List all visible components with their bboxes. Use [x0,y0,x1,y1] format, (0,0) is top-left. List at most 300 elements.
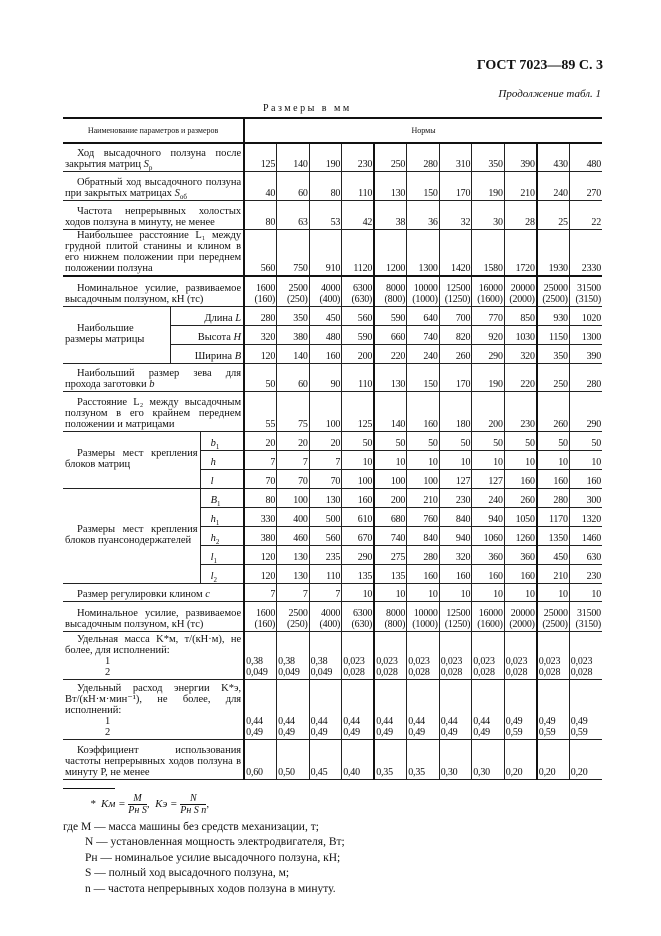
value-cell: 70 [244,469,277,488]
value-cell: 270 [569,171,602,200]
value-cell: 75 [277,391,310,431]
value-cell: 230 [439,488,472,507]
value-cell: 8000 (800) [374,276,407,306]
label-text: Наибольшее расстояние L₁ между грудной плитой станины и клином в его нижнем положении при переднем положении ползуна [65,230,242,274]
value-cell: 1060 [472,526,505,545]
value-cell: 25000 (2500) [537,276,570,306]
value-cell: 450 [537,545,570,564]
value-cell: 260 [537,391,570,431]
value-cell: 840 [439,507,472,526]
value-cell: 1600 (160) [244,276,277,306]
value-cell: 220 [504,363,537,391]
value-cell: 160 [407,564,440,583]
value-cell: 1720 [504,229,537,276]
label-text: Размер регулировки клином [77,588,203,600]
value-cell: 53 [309,200,342,229]
parameter-label [63,229,244,276]
value-cell: 10 [342,450,375,469]
value-cell: 10 [407,450,440,469]
document-id: ГОСТ 7023—89 С. 3 [476,58,603,73]
value-cell: 0,20 [569,739,602,779]
value-cell: 2500 (250) [277,276,310,306]
label-text: Удельный расход энергии K*э, Вт/(кН·м·мин⁻¹), не более, для исполнений: [65,682,242,716]
value-cell: 210 [537,564,570,583]
table-row [63,276,602,306]
value-cell: 590 [374,306,407,325]
value-cell: 22 [569,200,602,229]
symbol: l [210,570,214,582]
value-cell: 1120 [342,229,375,276]
value-cell: 680 [374,507,407,526]
denominator: Pн S [128,804,147,816]
sub-parameter-label [200,488,244,507]
value-cell: 320 [244,325,277,344]
group-label [63,431,200,488]
value-cell: 6300 (630) [342,601,375,631]
value-cell: 100 [277,488,310,507]
value-cell: 10 [374,583,407,601]
value-cell: 230 [504,391,537,431]
parameter-label [63,143,244,171]
parameter-label [63,276,244,306]
value-cell: 8000 (800) [374,601,407,631]
value-cell: 1600 (160) [244,601,277,631]
value-cell: 150 [407,171,440,200]
value-cell: 200 [472,391,505,431]
value-cell: 210 [407,488,440,507]
value-cell: 130 [277,545,310,564]
value-cell: 0,023 0,028 [537,631,570,679]
value-cell: 0,023 0,028 [472,631,505,679]
table-row [63,391,602,431]
value-cell: 850 [504,306,537,325]
parameters-table [63,117,602,780]
value-cell: 130 [374,171,407,200]
value-cell: 20000 (2000) [504,601,537,631]
value-cell: 0,35 [407,739,440,779]
value-cell: 260 [439,344,472,363]
value-cell: 0,40 [342,739,375,779]
symbol-subscript: р [148,163,153,171]
value-cell: 250 [374,143,407,171]
value-cell: 630 [569,545,602,564]
legend-line: N — установленная мощность электродвигателя, Вт; [85,836,345,848]
value-cell: 0,20 [537,739,570,779]
footnote-star: * [90,797,96,810]
value-cell: 0,35 [374,739,407,779]
value-cell: 40 [244,171,277,200]
value-cell: 50 [244,363,277,391]
value-cell: 160 [472,564,505,583]
formula-k-m: Kм = [101,797,126,810]
value-cell: 120 [244,344,277,363]
value-cell: 1050 [504,507,537,526]
sub-label: Ширина [194,350,233,362]
value-cell: 0,023 0,028 [439,631,472,679]
value-cell: 12500 (1250) [439,601,472,631]
value-cell: 460 [277,526,310,545]
value-cell: 390 [569,344,602,363]
numerator: M [133,792,142,804]
value-cell: 0,45 [309,739,342,779]
value-cell: 280 [537,488,570,507]
value-cell: 10 [407,583,440,601]
formula-k-e: Kэ = [155,797,178,810]
value-cell: 240 [472,488,505,507]
value-cell: 50 [407,431,440,450]
value-cell: 6300 (630) [342,276,375,306]
symbol-subscript: 2 [215,537,220,545]
value-cell: 130 [374,363,407,391]
value-cell: 42 [342,200,375,229]
symbol: H [233,331,242,343]
value-cell: 31500 (3150) [569,601,602,631]
value-cell: 350 [472,143,505,171]
value-cell: 320 [439,545,472,564]
parameter-label [63,200,244,229]
symbol: l [210,475,214,487]
value-cell: 750 [277,229,310,276]
value-cell: 50 [569,431,602,450]
value-cell: 36 [407,200,440,229]
value-cell: 170 [439,171,472,200]
value-cell: 63 [277,200,310,229]
value-cell: 0,44 0,49 [472,679,505,739]
value-cell: 190 [472,171,505,200]
value-cell: 0,50 [277,739,310,779]
value-cell: 10 [569,583,602,601]
value-cell: 700 [439,306,472,325]
value-cell: 31500 (3150) [569,276,602,306]
legend-line: S — полный ход высадочного ползуна, м; [85,867,290,879]
value-cell: 127 [472,469,505,488]
value-cell: 80 [244,488,277,507]
value-cell: 610 [342,507,375,526]
value-cell: 280 [407,545,440,564]
sub-parameter-label [170,325,244,344]
symbol: c [205,588,210,600]
parameter-label [63,583,244,601]
symbol-subscript: 1 [215,518,220,526]
value-cell: 1020 [569,306,602,325]
value-cell: 180 [439,391,472,431]
numerator: N [189,792,197,804]
value-cell: 480 [569,143,602,171]
label-text: Обратный ход высадочного ползуна при закрытых матрицах [65,176,242,199]
label-text: Номинальное усилие, развиваемое высадочным ползуном, кН (тс) [65,282,242,305]
value-cell: 1170 [537,507,570,526]
value-cell: 0,30 [439,739,472,779]
value-cell: 820 [439,325,472,344]
sub-parameter-label [200,526,244,545]
symbol: h [210,513,216,525]
symbol: h [210,532,216,544]
value-cell: 0,49 0,59 [569,679,602,739]
value-cell: 240 [537,171,570,200]
value-cell: 1320 [569,507,602,526]
value-cell: 670 [342,526,375,545]
value-cell: 2330 [569,229,602,276]
value-cell: 10 [439,583,472,601]
label-text: Ход высадочного ползуна после закрытия матриц [65,147,242,170]
value-cell: 200 [374,488,407,507]
value-cell: 140 [277,143,310,171]
value-cell: 25000 (2500) [537,601,570,631]
value-cell: 160 [537,469,570,488]
value-cell: 160 [504,469,537,488]
value-cell: 640 [407,306,440,325]
value-cell: 80 [309,171,342,200]
parameter-label [63,171,244,200]
denominator: Pн S n [180,804,207,816]
value-cell: 1200 [374,229,407,276]
group-label-text: Размеры мест крепления блоков пуансонодержателей [65,524,198,546]
value-cell: 0,49 0,59 [537,679,570,739]
value-cell: 120 [244,545,277,564]
value-cell: 1460 [569,526,602,545]
value-cell: 110 [342,363,375,391]
value-cell: 2500 (250) [277,601,310,631]
value-cell: 0,023 0,028 [342,631,375,679]
sub-parameter-label [170,344,244,363]
symbol-subscript: 1 [217,499,221,507]
value-cell: 1420 [439,229,472,276]
table-row [63,200,602,229]
value-cell: 10 [472,450,505,469]
variant-number: 2 [105,726,111,738]
value-cell: 1300 [407,229,440,276]
value-cell: 160 [439,564,472,583]
sub-parameter-label [200,507,244,526]
value-cell: 110 [309,564,342,583]
sub-parameter-label [200,469,244,488]
value-cell: 7 [244,450,277,469]
table-header-row [63,118,602,143]
value-cell: 60 [277,171,310,200]
value-cell: 0,20 [504,739,537,779]
value-cell: 32 [439,200,472,229]
value-cell: 80 [244,200,277,229]
table-row [63,488,602,507]
units-caption: Размеры в мм [263,103,352,114]
value-cell: 840 [407,526,440,545]
value-cell: 940 [439,526,472,545]
symbol: B [210,494,218,506]
value-cell: 1260 [504,526,537,545]
value-cell: 125 [244,143,277,171]
value-cell: 120 [244,564,277,583]
value-cell: 50 [374,431,407,450]
value-cell: 220 [374,344,407,363]
value-cell: 940 [472,507,505,526]
value-cell: 4000 (400) [309,276,342,306]
value-cell: 290 [472,344,505,363]
value-cell: 300 [569,488,602,507]
legend-line: n — частота непрерывных ходов ползуна в минуту. [85,882,336,895]
value-cell: 0,60 [244,739,277,779]
symbol: S [143,158,149,170]
parameter-label [63,631,244,679]
sub-parameter-label [200,431,244,450]
symbol: h [210,456,216,468]
value-cell: 660 [374,325,407,344]
value-cell: 10 [504,583,537,601]
sub-parameter-label [200,545,244,564]
value-cell: 7 [277,450,310,469]
value-cell: 10 [504,450,537,469]
value-cell: 10 [439,450,472,469]
value-cell: 380 [244,526,277,545]
value-cell: 250 [537,363,570,391]
value-cell: 190 [309,143,342,171]
value-cell: 1350 [537,526,570,545]
value-cell: 0,38 0,049 [309,631,342,679]
value-cell: 1030 [504,325,537,344]
value-cell: 55 [244,391,277,431]
value-cell: 10 [472,583,505,601]
parameter-label [63,363,244,391]
label-text: Частота непрерывных холостых ходов ползуна в минуту, не менее [65,205,242,228]
value-cell: 130 [277,564,310,583]
value-cell: 0,023 0,028 [374,631,407,679]
table-row [63,306,602,325]
table-row [63,679,602,739]
value-cell: 400 [277,507,310,526]
value-cell: 50 [342,431,375,450]
value-cell: 20 [309,431,342,450]
table-row [63,143,602,171]
value-cell: 0,44 0,49 [244,679,277,739]
symbol: l [210,551,214,563]
value-cell: 560 [244,229,277,276]
value-cell: 200 [342,344,375,363]
value-cell: 350 [277,306,310,325]
value-cell: 100 [374,469,407,488]
value-cell: 1300 [569,325,602,344]
header-parameters: Наименование параметров и размеров [63,118,244,143]
value-cell: 160 [309,344,342,363]
fraction [180,793,206,816]
value-cell: 0,38 0,049 [244,631,277,679]
symbol-subscript: 2 [213,575,218,583]
value-cell: 275 [374,545,407,564]
legend-line: Pн — номинальое усилие высадочного ползуна, кН; [85,851,341,864]
value-cell: 140 [374,391,407,431]
symbol-subscript: об [179,192,187,200]
value-cell: 7 [277,583,310,601]
value-cell: 0,44 0,49 [277,679,310,739]
sub-label: Высота [197,331,231,343]
sub-parameter-label [170,306,244,325]
variant-number: 2 [105,666,111,678]
value-cell: 28 [504,200,537,229]
value-cell: 10 [537,583,570,601]
value-cell: 7 [309,450,342,469]
value-cell: 350 [537,344,570,363]
value-cell: 16000 (1600) [472,601,505,631]
value-cell: 310 [439,143,472,171]
value-cell: 160 [407,391,440,431]
value-cell: 50 [472,431,505,450]
value-cell: 0,49 0,59 [504,679,537,739]
table-row [63,631,602,679]
value-cell: 0,44 0,49 [309,679,342,739]
value-cell: 130 [309,488,342,507]
value-cell: 320 [504,344,537,363]
value-cell: 480 [309,325,342,344]
value-cell: 0,38 0,049 [277,631,310,679]
value-cell: 160 [504,564,537,583]
value-cell: 7 [309,583,342,601]
value-cell: 1930 [537,229,570,276]
table-row [63,583,602,601]
value-cell: 16000 (1600) [472,276,505,306]
value-cell: 0,44 0,49 [374,679,407,739]
value-cell: 127 [439,469,472,488]
group-label [63,488,200,583]
value-cell: 390 [504,143,537,171]
value-cell: 70 [277,469,310,488]
value-cell: 100 [342,469,375,488]
label-text: Удельная масса K*м, т/(кН·м), не более, для исполнений: [65,633,242,656]
label-text: Номинальное усилие, развиваемое высадочным ползуном, кН (тс) [65,607,242,630]
value-cell: 1580 [472,229,505,276]
value-cell: 50 [537,431,570,450]
parameter-label [63,601,244,631]
footnote-rule [63,788,115,789]
value-cell: 560 [309,526,342,545]
table-row [63,431,602,450]
table-row [63,601,602,631]
value-cell: 38 [374,200,407,229]
value-cell: 0,023 0,028 [569,631,602,679]
value-cell: 330 [244,507,277,526]
value-cell: 160 [569,469,602,488]
value-cell: 90 [309,363,342,391]
value-cell: 760 [407,507,440,526]
table-row [63,739,602,779]
table-row [63,363,602,391]
value-cell: 0,30 [472,739,505,779]
value-cell: 740 [374,526,407,545]
value-cell: 920 [472,325,505,344]
value-cell: 770 [472,306,505,325]
value-cell: 0,023 0,028 [504,631,537,679]
value-cell: 10 [342,583,375,601]
value-cell: 190 [472,363,505,391]
value-cell: 0,023 0,028 [407,631,440,679]
value-cell: 160 [342,488,375,507]
table-row [63,171,602,200]
value-cell: 50 [439,431,472,450]
group-label-text: Наибольшие размеры матрицы [65,323,145,345]
value-cell: 10000 (1000) [407,276,440,306]
value-cell: 230 [569,564,602,583]
symbol: S [174,187,180,199]
label-text: Коэффициент использования частоты непрерывных ходов ползуна в минуту P, не менее [65,744,242,778]
value-cell: 910 [309,229,342,276]
value-cell: 125 [342,391,375,431]
value-cell: 450 [309,306,342,325]
value-cell: 740 [407,325,440,344]
value-cell: 0,44 0,49 [407,679,440,739]
value-cell: 110 [342,171,375,200]
value-cell: 430 [537,143,570,171]
symbol: b [210,437,216,449]
value-cell: 10 [537,450,570,469]
value-cell: 50 [504,431,537,450]
variant-number: 1 [105,715,111,727]
